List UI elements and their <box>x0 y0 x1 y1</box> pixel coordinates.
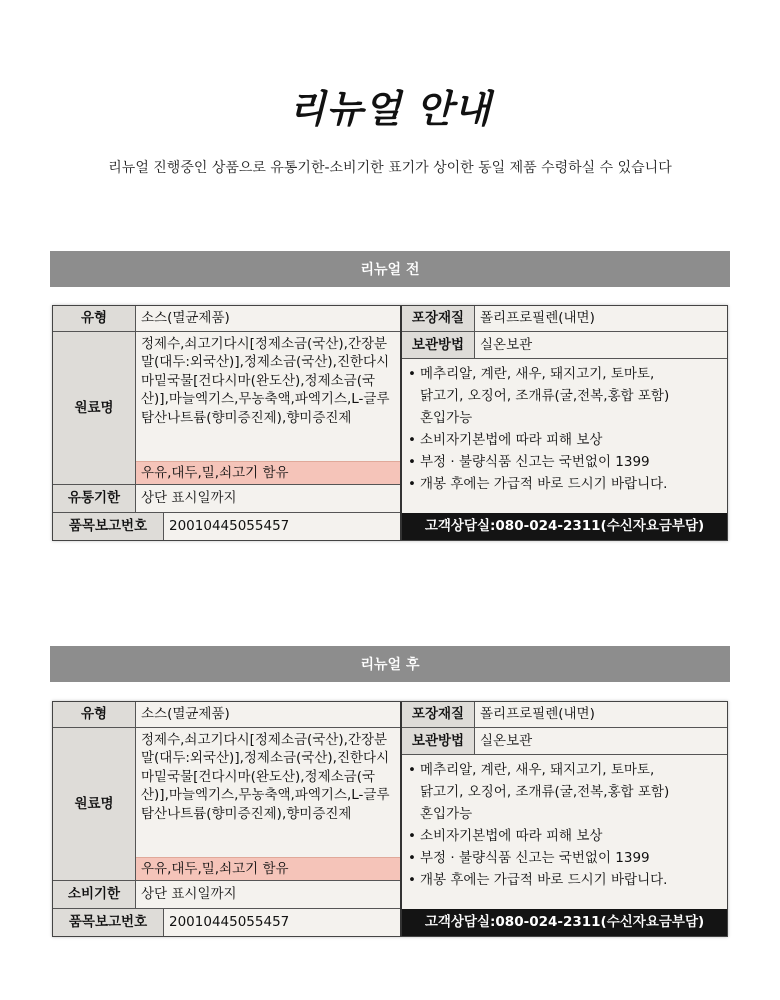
label-left-column <box>53 306 402 540</box>
note-item: 혼입가능 <box>420 806 473 822</box>
date-key: 유통기한 <box>53 485 136 512</box>
report-number-value: 20010445055457 <box>169 914 290 931</box>
storage-key: 보관방법 <box>402 728 475 754</box>
note-item: • 개봉 후에는 가급적 바로 드시기 바랍니다. <box>408 476 668 492</box>
ingredients-value: 정제수,쇠고기다시[정제소금(국산),간장분말(대두:외국산)],정제소금(국산),진한다시마밑국물[건다시마(완도산),정제소금(국산)],마늘엑기스,무농축액,파엑기스,L-글루탐산나트륨(향미증진제),향미증진제 <box>141 335 390 426</box>
packaging-row <box>402 702 727 728</box>
date-value: 상단 표시일까지 <box>141 490 237 507</box>
label-left-column <box>53 702 402 936</box>
customer-service-contact: 고객상담실:080-024-2311(수신자요금부담) <box>402 909 727 936</box>
note-item: 닭고기, 오징어, 조개류(굴,전복,홍합 포함) <box>420 784 670 800</box>
packaging-value: 폴리프로필렌(내면) <box>480 310 595 326</box>
allergy-notice: 우유,대두,밀,쇠고기 함유 <box>136 461 400 484</box>
customer-service-contact: 고객상담실:080-024-2311(수신자요금부담) <box>402 513 727 540</box>
type-value: 소스(멸균제품) <box>141 705 230 722</box>
report-number-key: 품목보고번호 <box>53 909 164 936</box>
note-item: • 개봉 후에는 가급적 바로 드시기 바랍니다. <box>408 872 668 888</box>
date-value: 상단 표시일까지 <box>141 886 237 903</box>
packaging-value: 폴리프로필렌(내면) <box>480 706 595 722</box>
ingredients-value: 정제수,쇠고기다시[정제소금(국산),간장분말(대두:외국산)],정제소금(국산),진한다시마밑국물[건다시마(완도산),정제소금(국산)],마늘엑기스,무농축액,파엑기스,L-글루탐산나트륨(향미증진제),향미증진제 <box>141 731 390 822</box>
packaging-key: 포장재질 <box>402 306 475 331</box>
notes-block <box>402 359 727 513</box>
type-key: 유형 <box>53 702 136 727</box>
report-number-key: 품목보고번호 <box>53 513 164 540</box>
date-row <box>53 485 400 513</box>
renewal-notice-text: 리뉴얼 진행중인 상품으로 유통기한-소비기한 표기가 상이한 동일 제품 수령하실 수 있습니다 <box>108 160 672 176</box>
note-item: • 부정 · 불량식품 신고는 국번없이 1399 <box>408 850 650 866</box>
storage-row <box>402 728 727 755</box>
section-header-before: 리뉴얼 전 <box>50 251 730 287</box>
label-right-column <box>402 702 727 936</box>
report-number-row <box>53 909 400 936</box>
note-item: • 메추리알, 계란, 새우, 돼지고기, 토마토, <box>408 762 655 778</box>
food-label-after <box>52 701 728 937</box>
date-row <box>53 881 400 909</box>
note-item: • 메추리알, 계란, 새우, 돼지고기, 토마토, <box>408 366 655 382</box>
packaging-row <box>402 306 727 332</box>
date-key: 소비기한 <box>53 881 136 908</box>
storage-value: 실온보관 <box>480 732 533 749</box>
notes-block <box>402 755 727 909</box>
type-row <box>53 702 400 728</box>
note-item: • 부정 · 불량식품 신고는 국번없이 1399 <box>408 454 650 470</box>
storage-row <box>402 332 727 359</box>
page-title: 리뉴얼 안내 <box>288 87 492 131</box>
section-header-after: 리뉴얼 후 <box>50 646 730 682</box>
allergy-notice: 우유,대두,밀,쇠고기 함유 <box>136 857 400 880</box>
storage-value: 실온보관 <box>480 336 533 353</box>
report-number-value: 20010445055457 <box>169 518 290 535</box>
storage-key: 보관방법 <box>402 332 475 358</box>
type-row <box>53 306 400 332</box>
type-key: 유형 <box>53 306 136 331</box>
label-right-column <box>402 306 727 540</box>
ingredients-row <box>53 728 400 881</box>
report-number-row <box>53 513 400 540</box>
note-item: 혼입가능 <box>420 410 473 426</box>
note-item: 닭고기, 오징어, 조개류(굴,전복,홍합 포함) <box>420 388 670 404</box>
note-item: • 소비자기본법에 따라 피해 보상 <box>408 432 603 448</box>
type-value: 소스(멸균제품) <box>141 309 230 326</box>
packaging-key: 포장재질 <box>402 702 475 727</box>
ingredients-key: 원료명 <box>53 332 136 484</box>
ingredients-key: 원료명 <box>53 728 136 880</box>
ingredients-row <box>53 332 400 485</box>
note-item: • 소비자기본법에 따라 피해 보상 <box>408 828 603 844</box>
food-label-before <box>52 305 728 541</box>
